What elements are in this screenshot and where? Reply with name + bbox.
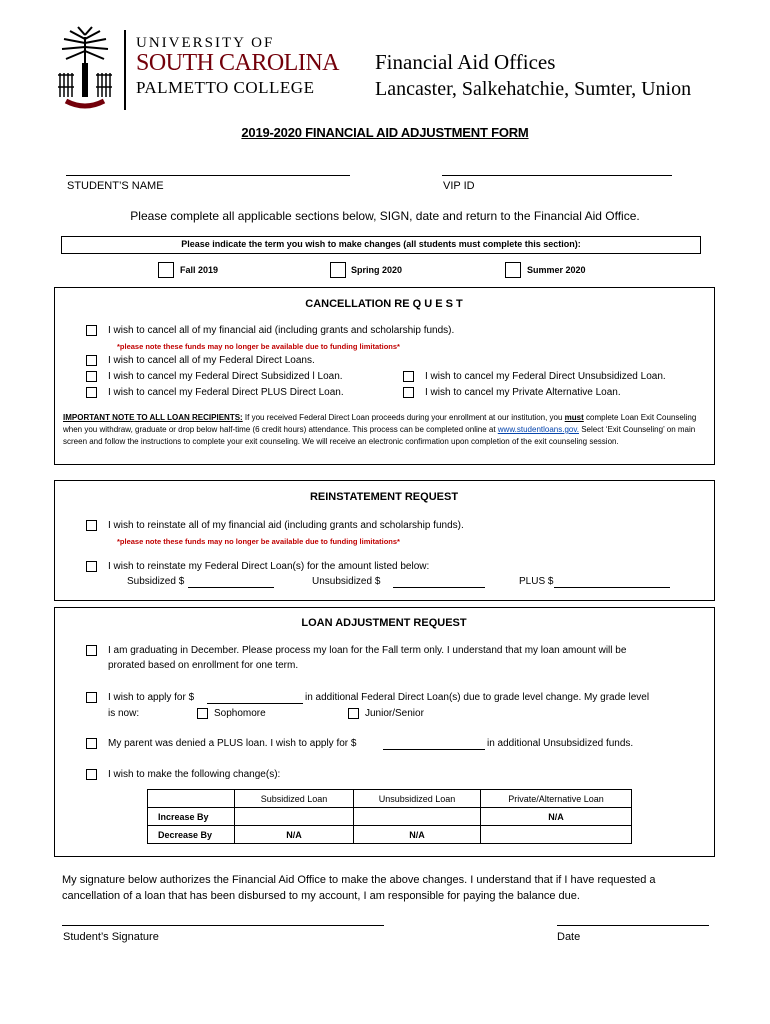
cancel-plus-label: I wish to cancel my Federal Direct PLUS Direct Loan.	[108, 387, 344, 398]
student-signature-label: Student’s Signature	[63, 931, 159, 943]
palmetto-tree-icon	[52, 25, 118, 111]
apply-additional-amount-field[interactable]	[207, 703, 303, 704]
table-header-cell: Unsubsidized Loan	[354, 790, 481, 808]
reinstate-federal-label: I wish to reinstate my Federal Direct Loan(s) for the amount listed below:	[108, 561, 430, 572]
table-header-cell	[148, 790, 235, 808]
instructions: Please complete all applicable sections below, SIGN, date and return to the Financial Aid Office.	[130, 209, 640, 223]
table-cell: N/A	[481, 808, 632, 826]
date-label: Date	[557, 931, 581, 943]
table-header-row	[148, 790, 632, 808]
cancel-subsidized-checkbox[interactable]	[86, 371, 97, 382]
studentloans-link[interactable]: www.studentloans.gov.	[497, 425, 579, 434]
table-header-cell: Private/Alternative Loan	[481, 790, 632, 808]
plus-denied-label-1: My parent was denied a PLUS loan. I wish to apply for $	[108, 738, 357, 749]
vip-id-field[interactable]	[442, 175, 672, 176]
table-header-cell: Subsidized Loan	[235, 790, 354, 808]
graduating-checkbox[interactable]	[86, 645, 97, 656]
reinstatement-heading: REINSTATEMENT REQUEST	[309, 491, 459, 503]
note-label: IMPORTANT NOTE TO ALL LOAN RECIPIENTS:	[63, 413, 243, 422]
sophomore-label: Sophomore	[214, 708, 266, 719]
reinstate-subsidized-label: Subsidized $	[127, 576, 185, 587]
cancel-all-aid-checkbox[interactable]	[86, 325, 97, 336]
plus-denied-amount-field[interactable]	[383, 749, 485, 750]
spring-2020-label: Spring 2020	[351, 265, 403, 275]
signature-statement: My signature below authorizes the Financial Aid Office to make the above changes. I understand that if I have requested a cancellation of a loan that has been disbursed to my account, I am responsible for paying the balance due.	[62, 874, 656, 902]
table-cell-input[interactable]	[235, 808, 354, 826]
cancel-private-checkbox[interactable]	[403, 387, 414, 398]
sophomore-checkbox[interactable]	[197, 708, 208, 719]
table-cell: N/A	[235, 826, 354, 844]
reinstate-unsubsidized-field[interactable]	[393, 587, 485, 588]
spring-2020-checkbox[interactable]	[330, 262, 346, 278]
reinstate-unsubsidized-label: Unsubsidized $	[312, 576, 381, 587]
form-title: 2019-2020 FINANCIAL AID ADJUSTMENT FORM	[241, 125, 529, 140]
cancel-unsubsidized-label: I wish to cancel my Federal Direct Unsubsidized Loan.	[425, 371, 666, 382]
make-changes-label: I wish to make the following change(s):	[108, 769, 281, 780]
graduating-label-2: prorated based on enrollment for one term.	[108, 660, 299, 671]
junior-senior-checkbox[interactable]	[348, 708, 359, 719]
note-must: must	[564, 413, 584, 422]
student-name-label: STUDENT’S NAME	[67, 180, 164, 192]
vip-id-label: VIP ID	[443, 180, 475, 192]
note-text-3: Select ‘Exit Counseling’ on main screen and follow the instructions to complete your exit counseling. We will receive an electronic confirmation upon completion of the exit counseling session.	[63, 425, 696, 446]
logo-south-carolina: SOUTH CAROLINA	[136, 50, 339, 76]
cancel-federal-direct-checkbox[interactable]	[86, 355, 97, 366]
reinstate-all-aid-label: I wish to reinstate all of my financial aid (including grants and scholarship funds).	[108, 520, 464, 531]
summer-2020-label: Summer 2020	[527, 265, 586, 275]
cancel-subsidized-label: I wish to cancel my Federal Direct Subsidized l Loan.	[108, 371, 343, 382]
apply-additional-checkbox[interactable]	[86, 692, 97, 703]
apply-additional-label-1: I wish to apply for $	[108, 692, 195, 703]
logo-divider	[124, 30, 126, 110]
header-subtitle: Lancaster, Salkehatchie, Sumter, Union	[375, 78, 692, 100]
header-title: Financial Aid Offices	[375, 50, 556, 74]
reinstate-warning: *please note these funds may no longer be available due to funding limitations*	[117, 537, 400, 546]
logo-university-of: UNIVERSITY OF	[136, 35, 275, 51]
grade-level-label: is now:	[108, 708, 140, 719]
loan-recipients-note	[63, 412, 703, 448]
junior-senior-label: Junior/Senior	[365, 708, 424, 719]
cancel-unsubsidized-checkbox[interactable]	[403, 371, 414, 382]
reinstate-plus-field[interactable]	[554, 587, 670, 588]
cancellation-heading: CANCELLATION RE Q U E S T	[305, 298, 463, 310]
logo-palmetto-college: PALMETTO COLLEGE	[136, 78, 315, 97]
cancel-plus-checkbox[interactable]	[86, 387, 97, 398]
cancel-all-aid-label: I wish to cancel all of my financial aid (including grants and scholarship funds).	[108, 325, 455, 336]
fall-2019-label: Fall 2019	[180, 265, 219, 275]
date-field[interactable]	[557, 925, 709, 926]
cancel-private-label: I wish to cancel my Private Alternative Loan.	[425, 387, 621, 398]
student-signature-field[interactable]	[62, 925, 384, 926]
plus-denied-label-2: in additional Unsubsidized funds.	[487, 738, 634, 749]
reinstate-federal-checkbox[interactable]	[86, 561, 97, 572]
table-row	[148, 826, 632, 844]
table-cell: N/A	[354, 826, 481, 844]
university-logo	[52, 25, 118, 111]
make-changes-checkbox[interactable]	[86, 769, 97, 780]
cancel-federal-direct-label: I wish to cancel all of my Federal Direct Loans.	[108, 355, 315, 366]
note-text-1: If you received Federal Direct Loan proceeds during your enrollment at our institution, you	[242, 413, 565, 422]
row-label: Decrease By	[148, 826, 235, 844]
loan-change-table	[147, 789, 632, 844]
term-heading: Please indicate the term you wish to make changes (all students must complete this section):	[181, 239, 581, 249]
plus-denied-checkbox[interactable]	[86, 738, 97, 749]
graduating-label-1: I am graduating in December. Please process my loan for the Fall term only. I understand that my loan amount will be	[108, 645, 627, 656]
row-label: Increase By	[148, 808, 235, 826]
table-row	[148, 808, 632, 826]
summer-2020-checkbox[interactable]	[505, 262, 521, 278]
student-name-field[interactable]	[66, 175, 350, 176]
loan-adjustment-heading: LOAN ADJUSTMENT REQUEST	[301, 617, 467, 629]
fall-2019-checkbox[interactable]	[158, 262, 174, 278]
reinstate-plus-label: PLUS $	[519, 576, 554, 587]
cancel-warning: *please note these funds may no longer be available due to funding limitations*	[117, 342, 400, 351]
table-cell-input[interactable]	[354, 808, 481, 826]
reinstate-subsidized-field[interactable]	[188, 587, 274, 588]
table-cell-input[interactable]	[481, 826, 632, 844]
apply-additional-label-2: in additional Federal Direct Loan(s) due to grade level change. My grade level	[305, 692, 650, 703]
reinstate-all-aid-checkbox[interactable]	[86, 520, 97, 531]
note-text-2: complete Loan Exit Counseling when you withdraw, graduate or drop below half-time (6 credit hours) attendance. This process can be completed online at	[63, 413, 697, 434]
